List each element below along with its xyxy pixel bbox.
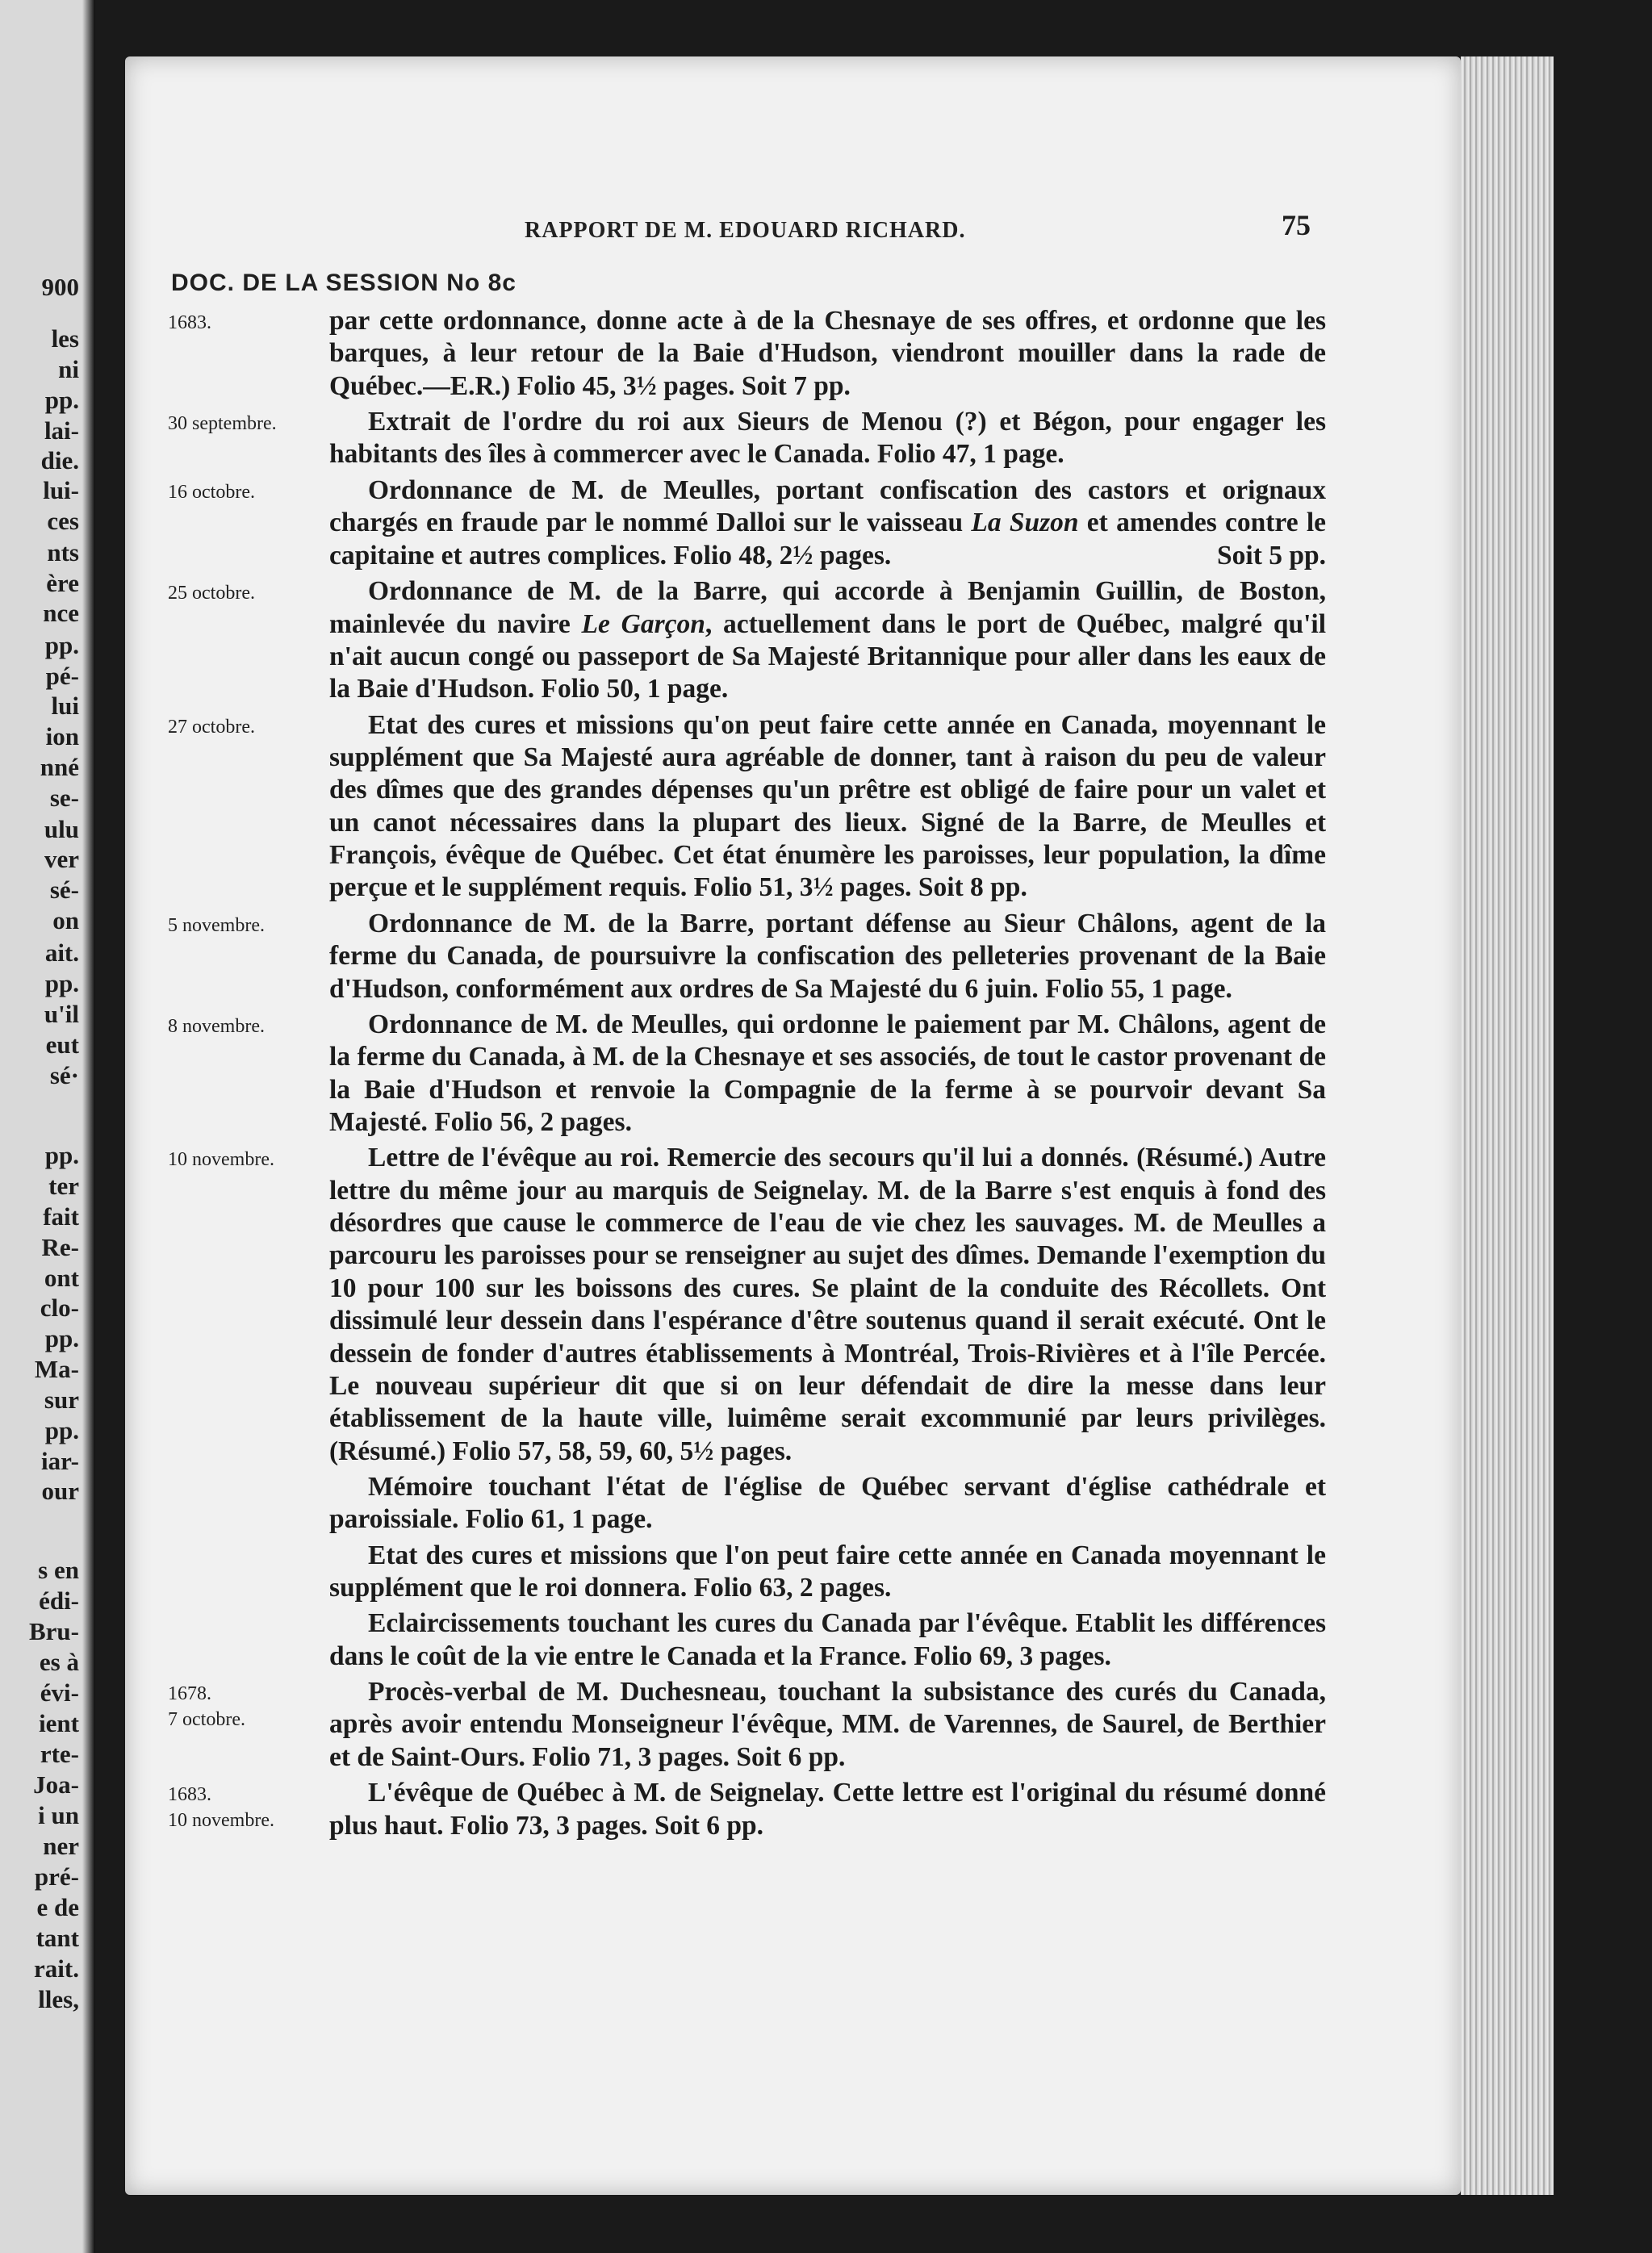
entry-date: 1683. [168,312,211,333]
facing-page-line: ait. [44,938,79,967]
facing-page-line: ère [46,569,79,597]
facing-page-line: rte- [40,1740,79,1768]
facing-page-line: iar- [40,1447,79,1475]
page-number: 75 [1282,209,1311,241]
facing-page-line: es à [39,1648,79,1676]
facing-page-line: ulu [44,815,79,843]
facing-page-line: fait [43,1202,79,1231]
entry-date: 8 novembre. [168,1015,265,1037]
facing-page-line: die. [40,446,79,474]
facing-page-line: pp. [44,1324,79,1352]
facing-page-line: ont [44,1264,79,1292]
document-entry [168,406,1326,471]
entry-date: 27 octobre. [168,716,255,738]
document-entry [168,1676,1326,1774]
facing-page-line: nné [40,753,79,781]
facing-page-line: clo- [40,1294,79,1322]
entry-date: 5 novembre. [168,914,265,936]
facing-page-line: nts [47,538,79,566]
facing-page-line: pp. [44,1416,79,1444]
book-gutter [82,0,95,2253]
facing-page-line: Joa- [33,1770,79,1799]
entry-text: par cette ordonnance, donne acte à de la Chesnaye de ses offres, et ordonne que les barques, à leur retour de la Baie d'Hudson, viendront mouiller dans la rade de Québec.—E.R.) Folio 45, 3½ pages. Soit 7 pp. [329,306,1326,401]
doc-session-label: DOC. DE LA SESSION No 8c [171,270,517,296]
facing-page-line: Re- [41,1233,79,1261]
entry-text: L'évêque de Québec à M. de Seignelay. Cette lettre est l'original du résumé donné plus haut. Folio 73, 3 pages. Soit 6 pp. [329,1778,1326,1841]
document-entry [168,1777,1326,1842]
facing-page-line: Bru- [29,1617,79,1645]
entry-text: Eclaircissements touchant les cures du Canada par l'évêque. Etablit les différences dans le coût de la vie entre le Canada et la France. Folio 69, 3 pages. [329,1608,1326,1671]
document-entry [168,474,1326,572]
entry-date: 10 novembre. [168,1810,274,1832]
document-entry [168,305,1326,403]
entry-text: Procès-verbal de M. Duchesneau, touchant la subsistance des curés du Canada, après avoir entendu Monseigneur l'évêque, MM. de Varennes, de Saurel, de Berthier et de Saint-Ours. Folio 71, 3 pages. Soit 6 pp. [329,1677,1326,1772]
facing-page-line: lui [51,692,79,720]
facing-page-line: sé- [49,876,79,904]
entry-text: Extrait de l'ordre du roi aux Sieurs de Menou (?) et Bégon, pour engager les habitants des îles à commercer avec le Canada. Folio 47, 1 page. [329,407,1326,470]
facing-page-line: sur [44,1386,79,1414]
facing-page-line: pré- [34,1862,79,1891]
document-entry [329,1540,1326,1605]
facing-page-line: pp. [44,386,79,414]
document-entry [329,1607,1326,1673]
facing-page-line: ter [48,1172,79,1200]
facing-page-line: e de [36,1893,79,1921]
facing-page-line: pp. [44,969,79,997]
facing-page-line: édi- [39,1586,79,1615]
facing-page-line: lles, [38,1985,79,2013]
entry-text: Etat des cures et missions que l'on peut faire cette année en Canada moyennant le supplément que le roi donnera. Folio 63, 2 pages. [329,1540,1326,1603]
facing-page-line: ces [47,507,79,535]
facing-page-line: lai- [44,416,79,445]
entry-date: 16 octobre. [168,481,255,503]
facing-page-line: on [52,906,79,934]
facing-page-line: ver [44,845,79,873]
facing-page-line: pp. [44,1141,79,1169]
facing-page-line: 900 [41,273,79,301]
facing-page-line: ni [58,355,79,383]
facing-page-line: se- [49,784,79,812]
entry-text: Mémoire touchant l'état de l'église de Québec servant d'église cathédrale et paroissiale. Folio 61, 1 page. [329,1471,1326,1535]
entry-date: 1683. [168,1784,211,1806]
entry-date: 25 octobre. [168,583,255,604]
facing-page-line: pp. [44,631,79,659]
entry-text: Lettre de l'évêque au roi. Remercie des secours qu'il lui a donnés. (Résumé.) Autre lettre du même jour au marquis de Seignelay. M. de la Barre s'est enquis à fond des désordres que cause le commerce de l'eau de vie chez les sauvages. M. de Meulles a parcouru les paroisses pour se renseigner au sujet des dîmes. Demande l'exemption du 10 pour 100 sur les boissons des cures. Se plaint de la conduite des Récollets. Ont dissimulé leur dessein dans l'espérance d'être soutenus quand il serait exécuté. Ont le dessein de fonder d'autres établissements à Montréal, Trois-Rivières et à l'île Percée. Le nouveau supérieur dit que si on leur défendait de dire la messe dans leur établissement de la haute ville, luimême serait excommunié par leurs privilèges. (Résumé.) Folio 57, 58, 59, 60, 5½ pages. [329,1143,1326,1466]
page-edges [1461,56,1554,2195]
document-entry [168,575,1327,705]
document-entry [168,1142,1326,1468]
document-entry [168,709,1326,905]
entry-text: Ordonnance de M. de Meulles, qui ordonne le paiement par M. Châlons, agent de la ferme du Canada, à M. de la Chesnaye et ses associés, de tout le castor provenant de la Baie d'Hudson et renvoie la Compagnie de la ferme à se pourvoir devant Sa Majesté. Folio 56, 2 pages. [329,1009,1326,1137]
facing-page-strip [0,0,95,2253]
facing-page-line: évi- [40,1678,79,1707]
entry-date: 30 septembre. [168,413,277,435]
entry-text: Etat des cures et missions qu'on peut faire cette année en Canada, moyennant le supplément que Sa Majesté aura agréable de donner, tant à raison du peu de valeur des dîmes que des grandes dépenses qu'un prêtre est obligé de faire pour un valet et un canot nécessaires dans la plupart des lieux. Signé de la Barre, de Meulles et François, évêque de Québec. Cet état énumère les paroisses, leur population, la dîme perçue et le supplément requis. Folio 51, 3½ pages. Soit 8 pp. [329,709,1326,903]
facing-page-line: eut [45,1030,79,1059]
entry-text: Ordonnance de M. de la Barre, qui accorde à Benjamin Guillin, de Boston, mainlevée du navire Le Garçon, actuellement dans le port de Québec, malgré qu'il n'ait aucun congé ou passeport de Sa Majesté Britannique pour aller dans les eaux de la Baie d'Hudson. Folio 50, 1 page. [329,576,1327,704]
entry-date: 10 novembre. [168,1149,274,1171]
entry-soit: Soit 5 pp. [1217,540,1326,571]
facing-page-line: our [41,1477,79,1505]
document-body [168,305,1327,1845]
facing-page-line: ient [39,1709,79,1737]
entry-text: Ordonnance de M. de la Barre, portant défense au Sieur Châlons, agent de la ferme du Canada, de poursuivre la confiscation des pelleteries provenant de la Baie d'Hudson, conformément aux ordres de Sa Majesté du 6 juin. Folio 55, 1 page. [329,908,1326,1004]
entry-date: 1678. [168,1683,211,1705]
facing-page-line: u'il [44,1000,79,1028]
facing-page-line: rait. [34,1954,79,1983]
facing-page-line: ion [45,722,79,750]
entry-date: 7 octobre. [168,1709,245,1731]
document-entry [168,908,1326,1005]
document-entry [329,1471,1326,1536]
facing-page-line: ner [43,1832,79,1860]
facing-page-line: s en [38,1556,79,1584]
facing-page-line: tant [36,1924,79,1952]
facing-page-line: lui- [43,476,79,504]
facing-page-line: sé· [49,1061,79,1089]
running-header: RAPPORT DE M. EDOUARD RICHARD. [525,218,966,243]
entry-text: Ordonnance de M. de Meulles, portant confiscation des castors et orignaux chargés en fraude par le nommé Dalloi sur le vaisseau La Suzon et amendes contre le capitaine et autres complices. Folio 48, 2½ pages. [329,474,1326,571]
document-entry [168,1009,1326,1139]
facing-page-line: i un [38,1801,79,1829]
facing-page-line: pé- [45,662,79,690]
facing-page-line: Ma- [34,1355,79,1383]
facing-page-line: les [51,324,79,353]
facing-page-line: nce [43,599,79,627]
